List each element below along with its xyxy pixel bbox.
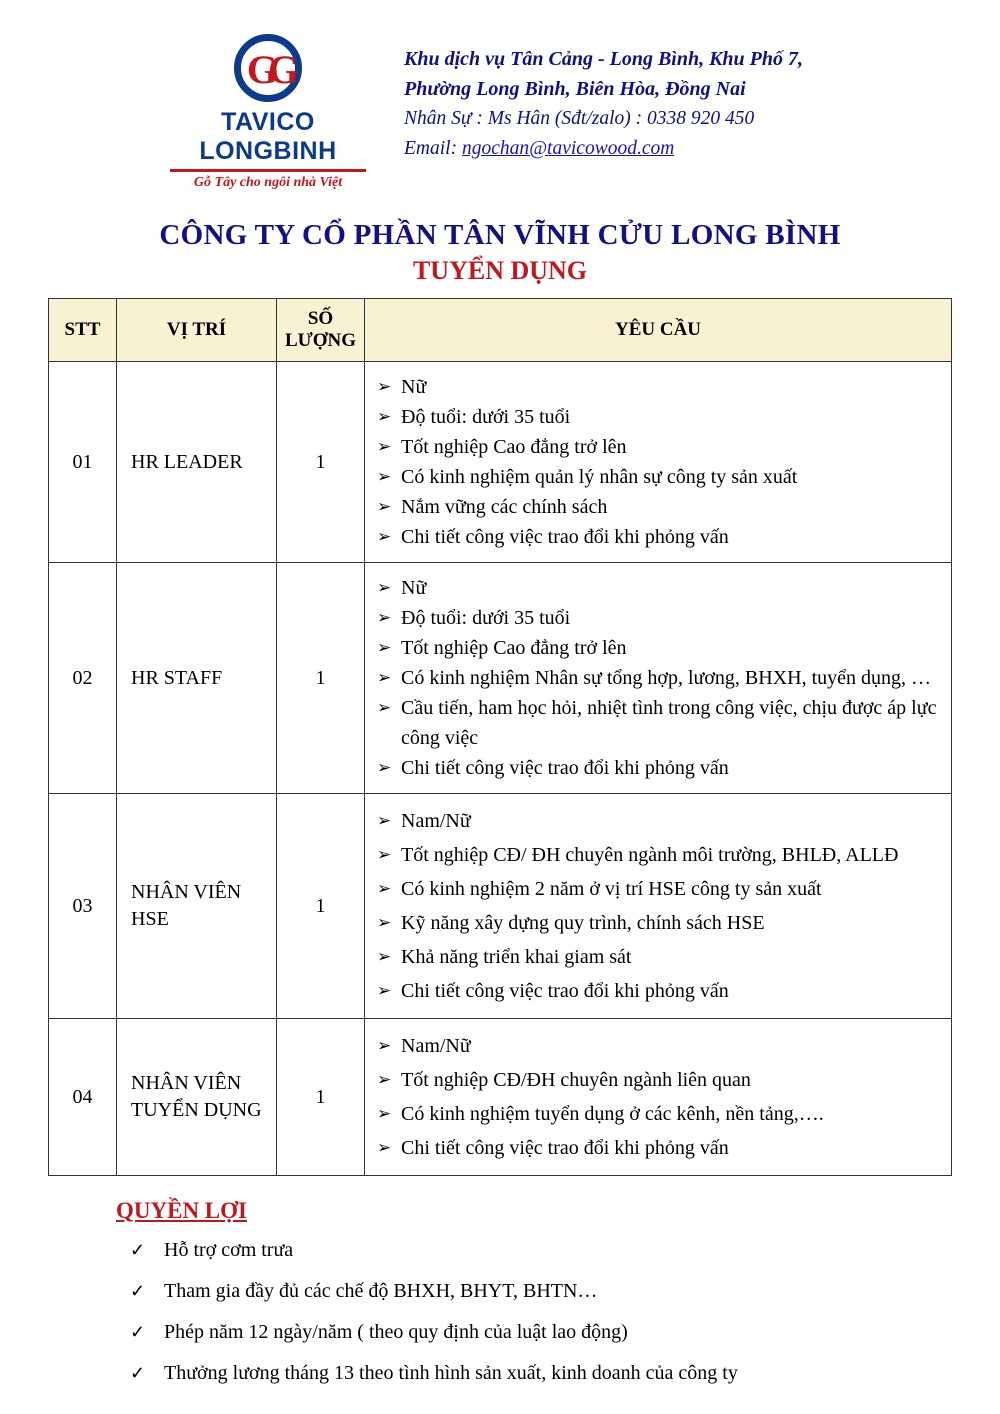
requirement-item — [375, 753, 941, 783]
row-position: NHÂN VIÊN TUYỂN DỤNG — [117, 1019, 277, 1176]
row-quantity: 1 — [277, 1019, 365, 1176]
benefit-text: Thưởng lương tháng 13 theo tình hình sản xuất, kinh doanh của công ty — [164, 1362, 738, 1384]
requirement-text: Khả năng triển khai giam sát — [401, 946, 632, 968]
logo-slogan: Gỗ Tây cho ngôi nhà Việt — [193, 175, 343, 190]
row-requirements — [365, 563, 952, 794]
list-item — [130, 1271, 952, 1312]
requirement-text: Nắm vững các chính sách — [401, 496, 608, 518]
row-requirements — [365, 1019, 952, 1176]
logo-divider — [170, 169, 366, 172]
row-stt: 01 — [49, 362, 117, 563]
requirement-text: Chi tiết công việc trao đổi khi phỏng vấn — [401, 757, 729, 779]
check-icon: ✓ — [130, 1322, 146, 1342]
requirement-item — [375, 872, 941, 906]
requirement-item — [375, 804, 941, 838]
row-quantity: 1 — [277, 794, 365, 1019]
requirement-text: Nữ — [401, 577, 427, 599]
requirement-item — [375, 603, 941, 633]
row-quantity: 1 — [277, 362, 365, 563]
requirement-text: Độ tuổi: dưới 35 tuổi — [401, 607, 571, 629]
check-icon: ✓ — [130, 1281, 146, 1301]
requirement-text: Có kinh nghiệm Nhân sự tổng hợp, lương, BHXH, tuyển dụng, … — [401, 667, 932, 689]
requirement-text: Nam/Nữ — [401, 1035, 471, 1057]
requirement-text: Có kinh nghiệm 2 năm ở vị trí HSE công ty sản xuất — [401, 878, 822, 900]
requirement-text: Tốt nghiệp CĐ/ĐH chuyên ngành liên quan — [401, 1069, 751, 1091]
requirement-text: Chi tiết công việc trao đổi khi phỏng vấn — [401, 526, 729, 548]
list-item — [130, 1312, 952, 1353]
benefit-text: Tham gia đầy đủ các chế độ BHXH, BHYT, BHTN… — [164, 1280, 598, 1302]
hr-contact-line: Nhân Sự : Ms Hân (Sđt/zalo) : 0338 920 450 — [404, 108, 755, 129]
requirements-list — [375, 372, 941, 552]
row-stt: 02 — [49, 563, 117, 794]
requirement-item — [375, 573, 941, 603]
requirement-text: Kỹ năng xây dựng quy trình, chính sách HSE — [401, 912, 765, 934]
address-line-1: Khu dịch vụ Tân Cảng - Long Bình, Khu Phố 7, — [404, 48, 804, 70]
email-line — [404, 134, 952, 164]
arrow-bullet-icon: ➢ — [377, 467, 392, 486]
requirement-text: Nữ — [401, 376, 427, 398]
header-quantity-line2: LƯỢNG — [284, 330, 357, 351]
arrow-bullet-icon: ➢ — [377, 608, 392, 627]
arrow-bullet-icon: ➢ — [377, 407, 392, 426]
logo-company-name: TAVICO LONGBINH — [199, 108, 337, 165]
requirement-item — [375, 522, 941, 552]
requirement-text: Nam/Nữ — [401, 810, 471, 832]
requirement-text: Tốt nghiệp CĐ/ ĐH chuyên ngành môi trường, BHLĐ, ALLĐ — [401, 844, 899, 866]
email-label: Email: — [404, 138, 462, 159]
arrow-bullet-icon: ➢ — [377, 913, 392, 932]
requirement-text: Tốt nghiệp Cao đẳng trở lên — [401, 436, 627, 458]
arrow-bullet-icon: ➢ — [377, 947, 392, 966]
requirement-item — [375, 1131, 941, 1165]
requirement-item — [375, 838, 941, 872]
requirement-text: Có kinh nghiệm quản lý nhân sự công ty sản xuất — [401, 466, 798, 488]
arrow-bullet-icon: ➢ — [377, 1036, 392, 1055]
header-position: VỊ TRÍ — [117, 299, 277, 362]
requirement-item — [375, 432, 941, 462]
arrow-bullet-icon: ➢ — [377, 879, 392, 898]
arrow-bullet-icon: ➢ — [377, 758, 392, 777]
page-subtitle: TUYỂN DỤNG — [412, 256, 588, 285]
arrow-bullet-icon: ➢ — [377, 377, 392, 396]
check-icon: ✓ — [130, 1240, 146, 1260]
requirements-list — [375, 573, 941, 783]
requirement-text: Cầu tiến, ham học hỏi, nhiệt tình trong công việc, chịu được áp lực công việc — [401, 697, 937, 749]
requirements-list — [375, 1029, 941, 1165]
requirement-item — [375, 372, 941, 402]
arrow-bullet-icon: ➢ — [377, 811, 392, 830]
row-position: NHÂN VIÊN HSE — [117, 794, 277, 1019]
requirement-item — [375, 693, 941, 753]
requirement-item — [375, 402, 941, 432]
requirement-item — [375, 974, 941, 1008]
table-row — [49, 563, 952, 794]
row-quantity: 1 — [277, 563, 365, 794]
list-item — [130, 1230, 952, 1271]
benefits-list — [48, 1230, 952, 1394]
table-header-row — [49, 299, 952, 362]
logo-monogram: GG — [246, 47, 290, 92]
requirement-text: Chi tiết công việc trao đổi khi phỏng vấn — [401, 980, 729, 1002]
arrow-bullet-icon: ➢ — [377, 527, 392, 546]
header-requirements: YÊU CẦU — [365, 299, 952, 362]
arrow-bullet-icon: ➢ — [377, 1138, 392, 1157]
arrow-bullet-icon: ➢ — [377, 845, 392, 864]
page-title: CÔNG TY CỔ PHẦN TÂN VĨNH CỬU LONG BÌNH — [159, 219, 841, 251]
arrow-bullet-icon: ➢ — [377, 578, 392, 597]
arrow-bullet-icon: ➢ — [377, 698, 392, 717]
arrow-bullet-icon: ➢ — [377, 437, 392, 456]
logo-emblem-icon — [226, 34, 310, 106]
requirement-item — [375, 1097, 941, 1131]
requirement-item — [375, 492, 941, 522]
benefit-text: Hỗ trợ cơm trưa — [164, 1239, 294, 1261]
email-link[interactable]: ngochan@tavicowood.com — [461, 138, 675, 159]
requirement-item — [375, 1029, 941, 1063]
page-header — [48, 22, 952, 191]
requirement-item — [375, 1063, 941, 1097]
requirement-text: Tốt nghiệp Cao đẳng trở lên — [401, 637, 627, 659]
row-position: HR STAFF — [117, 563, 277, 794]
row-stt: 03 — [49, 794, 117, 1019]
benefits-title: QUYỀN LỢI — [116, 1198, 247, 1223]
header-stt: STT — [49, 299, 117, 362]
arrow-bullet-icon: ➢ — [377, 981, 392, 1000]
address-line-2: Phường Long Bình, Biên Hòa, Đồng Nai — [404, 78, 746, 100]
contact-info — [404, 30, 952, 164]
row-requirements — [365, 362, 952, 563]
benefit-text: Phép năm 12 ngày/năm ( theo quy định của luật lao động) — [164, 1321, 628, 1343]
arrow-bullet-icon: ➢ — [377, 1104, 392, 1123]
row-requirements — [365, 794, 952, 1019]
arrow-bullet-icon: ➢ — [377, 668, 392, 687]
requirement-text: Chi tiết công việc trao đổi khi phỏng vấn — [401, 1137, 729, 1159]
requirement-item — [375, 633, 941, 663]
table-row — [49, 362, 952, 563]
arrow-bullet-icon: ➢ — [377, 638, 392, 657]
requirement-text: Độ tuổi: dưới 35 tuổi — [401, 406, 571, 428]
requirement-item — [375, 906, 941, 940]
table-row — [49, 1019, 952, 1176]
arrow-bullet-icon: ➢ — [377, 497, 392, 516]
row-position: HR LEADER — [117, 362, 277, 563]
header-quantity-line1: SỐ — [307, 308, 334, 329]
header-quantity — [277, 299, 365, 362]
requirement-item — [375, 940, 941, 974]
requirement-item — [375, 462, 941, 492]
arrow-bullet-icon: ➢ — [377, 1070, 392, 1089]
check-icon: ✓ — [130, 1363, 146, 1383]
jobs-table — [48, 298, 952, 1176]
list-item — [130, 1353, 952, 1394]
row-stt: 04 — [49, 1019, 117, 1176]
requirements-list — [375, 804, 941, 1008]
requirement-text: Có kinh nghiệm tuyển dụng ở các kênh, nền tảng,…. — [401, 1103, 824, 1125]
company-logo — [158, 30, 378, 191]
requirement-item — [375, 663, 941, 693]
table-row — [49, 794, 952, 1019]
